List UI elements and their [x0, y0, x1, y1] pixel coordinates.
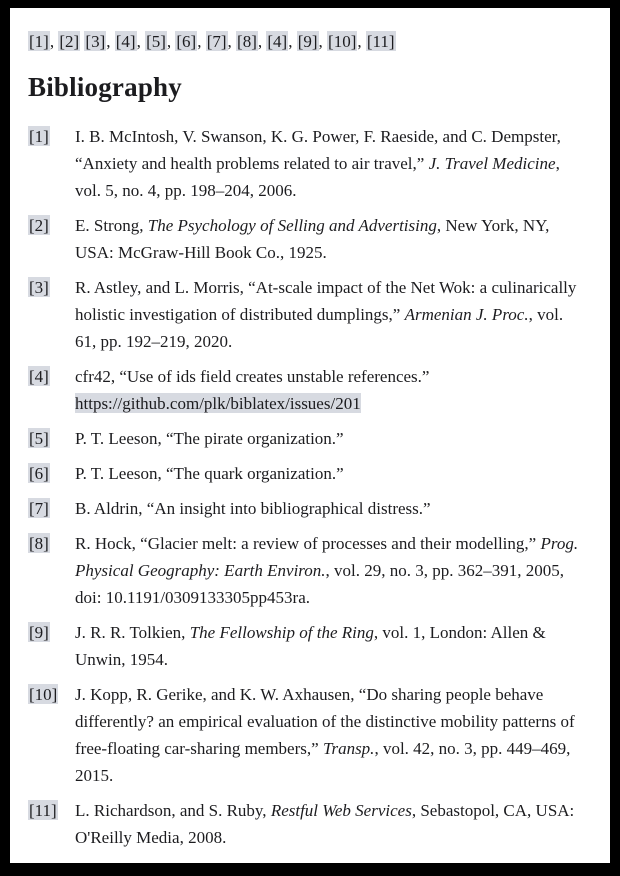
bib-entry-label-anchor[interactable]: [11] — [29, 801, 57, 820]
bibliography-entry-3 — [28, 274, 586, 355]
bib-entry-label — [28, 619, 75, 646]
bib-entry-text-segment: , vol. 29, no. 3, pp. 362–391, 2005, doi: 10.1191/0309133305pp453ra. — [75, 561, 565, 607]
bib-entry-label-anchor[interactable]: [9] — [29, 623, 49, 642]
bibliography-entry-4 — [28, 363, 586, 417]
citation-ref-link-6[interactable]: [6] — [176, 32, 197, 51]
citation-ref-link-8[interactable]: [8] — [237, 32, 257, 51]
bibliography-entry-10 — [28, 681, 586, 789]
bib-entry-text — [75, 530, 586, 611]
bib-entry-label-anchor[interactable]: [6] — [29, 464, 49, 483]
bib-entry-text-segment: , vol. 5, no. 4, pp. 198–204, 2006. — [75, 154, 560, 200]
bib-entry-text — [75, 425, 586, 452]
bibliography-entry-9 — [28, 619, 586, 673]
bib-entry-label-anchor[interactable]: [7] — [29, 499, 49, 518]
bib-entry-text-segment: , New York, NY, USA: McGraw-Hill Book Co., 1925. — [75, 216, 550, 262]
bib-entry-text-segment: R. Hock, “Glacier melt: a review of processes and their modelling,” — [75, 534, 541, 553]
citation-ref-link-9[interactable]: [4] — [267, 32, 288, 51]
bib-entry-label — [28, 681, 75, 708]
bib-entry-text-segment: J. Kopp, R. Gerike, and K. W. Axhausen, “Do sharing people behave differently? an empirical evaluation of the distinctive mobility patterns of free-floating car-sharing members,” — [75, 685, 575, 758]
bib-entry-text-segment: I. B. McIntosh, V. Swanson, K. G. Power, F. Raeside, and C. Dempster, “Anxiety and health problems related to air travel,” — [75, 127, 561, 173]
bib-entry-label-anchor[interactable]: [5] — [29, 429, 49, 448]
bibliography-entry-7 — [28, 495, 586, 522]
bib-entry-text — [75, 212, 586, 266]
bibliography-entry-1 — [28, 123, 586, 204]
bib-entry-text-segment: R. Astley, and L. Morris, “At-scale impact of the Net Wok: a culinarically holistic investigation of distributed dumplings,” — [75, 278, 577, 324]
bib-entry-text-segment: , vol. 61, pp. 192–219, 2020. — [75, 305, 564, 351]
document-page — [10, 8, 610, 863]
bib-entry-label-anchor[interactable]: [4] — [29, 367, 49, 386]
bib-entry-label — [28, 274, 75, 301]
bib-entry-label-anchor[interactable]: [2] — [29, 216, 49, 235]
bib-entry-label — [28, 530, 75, 557]
bib-entry-label — [28, 212, 75, 239]
bib-entry-text-segment: , vol. 1, London: Allen & Unwin, 1954. — [75, 623, 546, 669]
bib-entry-url-link[interactable]: https://github.com/plk/biblatex/issues/201 — [75, 394, 361, 413]
bib-entry-label — [28, 425, 75, 452]
bib-entry-label — [28, 363, 75, 390]
bib-entry-label — [28, 123, 75, 150]
bib-entry-text-segment: The Psychology of Selling and Advertising — [147, 216, 437, 235]
citation-ref-link-5[interactable]: [5] — [146, 32, 166, 51]
citation-ref-link-1[interactable]: [1] — [29, 32, 49, 51]
bib-entry-text — [75, 797, 586, 851]
citation-ref-link-11[interactable]: [10] — [328, 32, 357, 51]
bib-entry-label — [28, 460, 75, 487]
bibliography-list — [28, 123, 586, 851]
bib-entry-text — [75, 619, 586, 673]
bib-entry-text — [75, 460, 586, 487]
citation-ref-link-10[interactable]: [9] — [297, 32, 318, 51]
bibliography-entry-2 — [28, 212, 586, 266]
citation-ref-link-2[interactable]: [2] — [59, 32, 80, 51]
bib-entry-text-segment: J. Travel Medicine — [428, 154, 556, 173]
bib-entry-text — [75, 363, 586, 417]
bibliography-entry-8 — [28, 530, 586, 611]
bib-entry-label-anchor[interactable]: [1] — [29, 127, 49, 146]
bib-entry-text-segment: B. Aldrin, “An insight into bibliographical distress.” — [75, 499, 431, 518]
bib-entry-text-segment: Armenian J. Proc. — [404, 305, 529, 324]
bibliography-entry-6 — [28, 460, 586, 487]
bib-entry-label-anchor[interactable]: [8] — [29, 534, 49, 553]
bib-entry-text-segment: E. Strong, — [75, 216, 148, 235]
bib-entry-text-segment: P. T. Leeson, “The quark organization.” — [75, 464, 344, 483]
bibliography-entry-11 — [28, 797, 586, 851]
bib-entry-text-segment: The Fellowship of the Ring — [189, 623, 374, 642]
citation-ref-link-4[interactable]: [4] — [115, 32, 136, 51]
bibliography-entry-5 — [28, 425, 586, 452]
bib-entry-label — [28, 797, 75, 824]
citation-ref-link-7[interactable]: [7] — [206, 32, 227, 51]
bib-entry-text — [75, 274, 586, 355]
bib-entry-text — [75, 681, 586, 789]
bib-entry-label-anchor[interactable]: [3] — [29, 278, 49, 297]
bib-entry-text-segment: , Sebastopol, CA, USA: O'Reilly Media, 2008. — [75, 801, 575, 847]
citation-ref-link-12[interactable]: [11] — [366, 32, 395, 51]
bib-entry-text-segment: Transp. — [322, 739, 375, 758]
bib-entry-text — [75, 123, 586, 204]
citation-references-line: [1], [2] [3], [4], [5], [6], [7], [8], [4], [9], [10], [11] — [29, 32, 395, 51]
bib-entry-label-anchor[interactable]: [10] — [29, 685, 58, 704]
bib-entry-text — [75, 495, 586, 522]
bib-entry-text-segment: P. T. Leeson, “The pirate organization.” — [75, 429, 344, 448]
bib-entry-text-segment: J. R. R. Tolkien, — [75, 623, 190, 642]
bib-entry-label — [28, 495, 75, 522]
bib-entry-text-segment: , vol. 42, no. 3, pp. 449–469, 2015. — [75, 739, 571, 785]
bib-entry-text-segment: cfr42, “Use of ids field creates unstable references.” — [75, 367, 430, 386]
citation-ref-link-3[interactable]: [3] — [85, 32, 106, 51]
bib-entry-text-segment: Restful Web Services — [270, 801, 412, 820]
bib-entry-text-segment: L. Richardson, and S. Ruby, — [75, 801, 271, 820]
bibliography-heading: Bibliography — [28, 72, 182, 102]
bib-entry-text-segment: Prog. Physical Geography: Earth Environ. — [75, 534, 579, 580]
